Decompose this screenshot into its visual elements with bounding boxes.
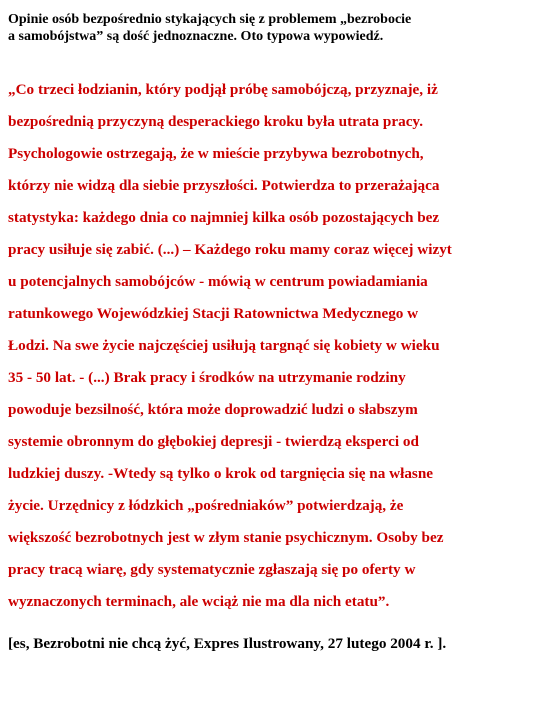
quote-line: większość bezrobotnych jest w złym stanie psychicznym. Osoby bez — [8, 529, 444, 546]
quote-line: systemie obronnym do głębokiej depresji - twierdzą eksperci od — [8, 433, 419, 450]
quote-line: pracy tracą wiarę, gdy systematycznie zgłaszają się po oferty w — [8, 561, 416, 578]
quote-paragraph — [8, 74, 538, 618]
quote-line: Łodzi. Na swe życie najczęściej usiłują targnąć się kobiety w wieku — [8, 337, 440, 354]
quote-line: bezpośrednią przyczyną desperackiego kroku była utrata pracy. — [8, 113, 423, 130]
quote-line: powoduje bezsilność, która może doprowadzić ludzi o słabszym — [8, 401, 418, 418]
quote-line: ratunkowego Wojewódzkiej Stacji Ratownictwa Medycznego w — [8, 305, 419, 322]
intro-paragraph — [8, 11, 536, 45]
quote-line: pracy usiłuje się zabić. (...) – Każdego roku mamy coraz więcej wizyt — [8, 241, 452, 258]
intro-line: Opinie osób bezpośrednio stykających się z problemem „bezrobocie — [8, 12, 412, 27]
intro-line: a samobójstwa” są dość jednoznaczne. Oto typowa wypowiedź. — [8, 29, 384, 44]
quote-line: życie. Urzędnicy z łódzkich „pośredniaków” potwierdzają, że — [8, 497, 404, 514]
quote-line: u potencjalnych samobójców - mówią w centrum powiadamiania — [8, 273, 428, 290]
quote-line: statystyka: każdego dnia co najmniej kilka osób pozostających bez — [8, 209, 440, 226]
quote-line: ludzkiej duszy. -Wtedy są tylko o krok od targnięcia się na własne — [8, 465, 434, 482]
quote-line: 35 - 50 lat. - (...) Brak pracy i środków na utrzymanie rodziny — [8, 369, 406, 386]
quote-line: którzy nie widzą dla siebie przyszłości. Potwierdza to przerażająca — [8, 177, 440, 194]
quote-line: „Co trzeci łodzianin, który podjął próbę samobójczą, przyznaje, iż — [8, 81, 438, 98]
source-citation: [es, Bezrobotni nie chcą żyć, Expres Ilustrowany, 27 lutego 2004 r. ]. — [8, 635, 447, 652]
quote-line: wyznaczonych terminach, ale wciąż nie ma dla nich etatu”. — [8, 593, 390, 610]
quote-line: Psychologowie ostrzegają, że w mieście przybywa bezrobotnych, — [8, 145, 424, 162]
